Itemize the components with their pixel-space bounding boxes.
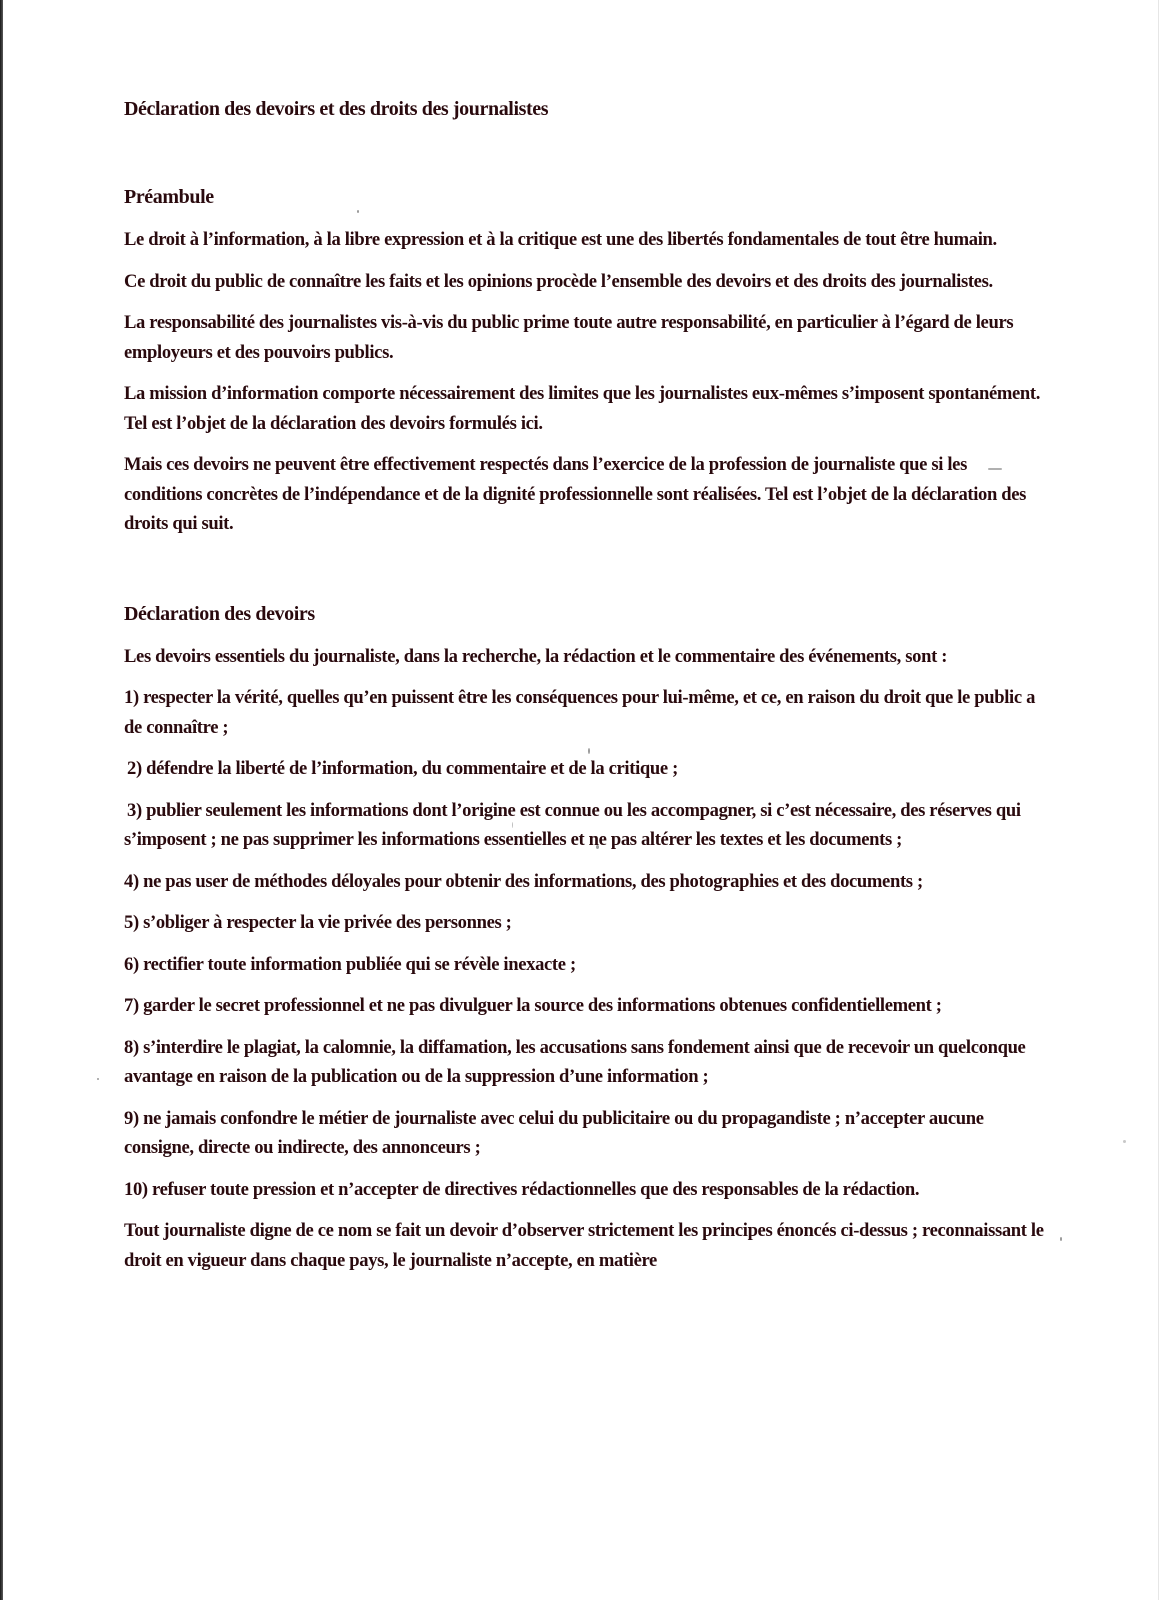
devoir-item-2: 2) défendre la liberté de l’information, du commentaire et de la critique ; (127, 758, 678, 779)
devoir-item-3: 3) publier seulement les informations dont l’origine est connue ou les accompagner, si c’est nécessaire, des réserves qui s’imposent ; ne pas supprimer les informations essentielles et ne pas altérer les textes et les documents ; (124, 799, 1021, 850)
devoir-item-8: 8) s’interdire le plagiat, la calomnie, la diffamation, les accusations sans fondement ainsi que de recevoir un quelconque avantage en raison de la publication ou de la suppression d’une information ; (124, 1036, 1026, 1087)
devoirs-closing-paragraph: Tout journaliste digne de ce nom se fait un devoir d’observer strictement les principes énoncés ci-dessus ; reconnaissant le droit en vigueur dans chaque pays, le journaliste n’accepte, en matière (124, 1220, 1044, 1271)
devoir-item-6: 6) rectifier toute information publiée qui se révèle inexacte ; (124, 953, 576, 975)
preambule-paragraph-5: Mais ces devoirs ne peuvent être effectivement respectés dans l’exercice de la profession de journaliste que si les conditions concrètes de l’indépendance et de la dignité professionnelle sont réalisées. Tel est l’objet de la déclaration des droits qui suit. (124, 454, 1027, 534)
section-heading-devoirs: Déclaration des devoirs (124, 602, 315, 625)
devoir-item-5: 5) s’obliger à respecter la vie privée des personnes ; (124, 912, 512, 933)
section-declaration-devoirs (124, 599, 1049, 1276)
preambule-paragraph-1: Le droit à l’information, à la libre expression et à la critique est une des libertés fondamentales de tout être humain. (124, 229, 997, 250)
preambule-paragraph-2: Ce droit du public de connaître les faits et les opinions procède l’ensemble des devoirs et des droits des journalistes. (124, 270, 993, 292)
scan-speck (1123, 1140, 1126, 1143)
section-preambule (124, 182, 1049, 539)
scan-speck (97, 1078, 99, 1080)
scan-speck (1060, 1237, 1062, 1241)
devoir-item-7: 7) garder le secret professionnel et ne pas divulguer la source des informations obtenues confidentiellement ; (124, 995, 942, 1016)
devoir-item-9: 9) ne jamais confondre le métier de journaliste avec celui du publicitaire ou du propagandiste ; n’accepter aucune consigne, directe ou indirecte, des annonceurs ; (124, 1107, 984, 1158)
scan-right-edge (1158, 0, 1159, 1600)
scan-left-edge (0, 0, 3, 1600)
preambule-paragraph-3: La responsabilité des journalistes vis-à-vis du public prime toute autre responsabilité, en particulier à l’égard de leurs employeurs et des pouvoirs publics. (124, 312, 1014, 363)
devoirs-intro: Les devoirs essentiels du journaliste, dans la recherche, la rédaction et le commentaire des événements, sont : (124, 645, 948, 667)
devoir-item-10: 10) refuser toute pression et n’accepter de directives rédactionnelles que des responsables de la rédaction. (124, 1178, 920, 1200)
document-page (124, 94, 1049, 1275)
devoir-item-1: 1) respecter la vérité, quelles qu’en puissent être les conséquences pour lui-même, et ce, en raison du droit que le public a de connaître ; (124, 687, 1036, 738)
devoir-item-4: 4) ne pas user de méthodes déloyales pour obtenir des informations, des photographies et des documents ; (124, 870, 923, 892)
section-heading-preambule: Préambule (124, 186, 214, 208)
preambule-paragraph-4: La mission d’information comporte nécessairement des limites que les journalistes eux-mêmes s’imposent spontanément. Tel est l’objet de la déclaration des devoirs formulés ici. (124, 383, 1041, 434)
document-title: Déclaration des devoirs et des droits des journalistes (124, 98, 549, 120)
